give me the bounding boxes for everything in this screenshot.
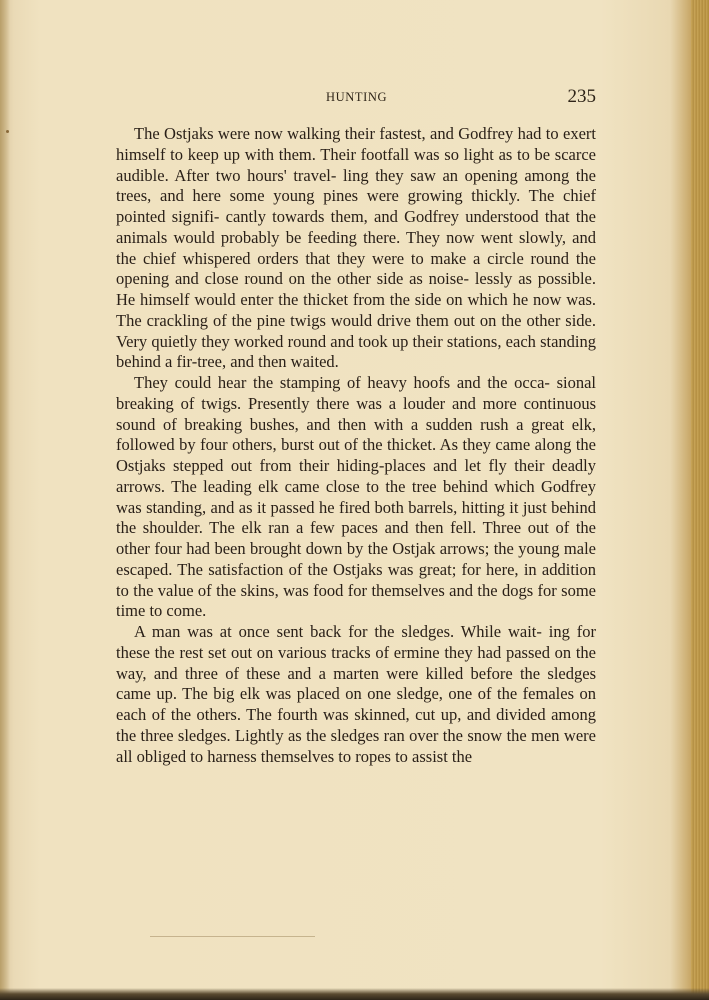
running-head: HUNTING [326,90,388,104]
bottom-rule [150,936,315,937]
page-edge-right [691,0,709,1000]
paragraph: They could hear the stamping of heavy hoofs and the occa- sional breaking of twigs. Presently there was a louder and more continuous sound of breaking bushes, and then with a sudden rush a great elk, followed by four others, burst out of the thicket. As they came along the Ostjaks stepped out from their hiding-places and let fly their deadly arrows. The leading elk came close to the tree behind which Godfrey was standing, and as it passed he fired both barrels, hitting it just behind the shoulder. The elk ran a few paces and then fell. Three out of the other four had been brought down by the Ostjak arrows; the young male escaped. The satisfaction of the Ostjaks was great; for here, in addition to the value of the skins, was food for themselves and the dogs for some time to come. [116,373,596,621]
paper-blemish [6,130,9,133]
paragraph: A man was at once sent back for the sledges. While wait- ing for these the rest set out on various tracks of ermine they had passed on the way, and three of these and a marten were killed before the sledges came up. The big elk was placed on one sledge, one of the females on each of the others. The fourth was skinned, cut up, and divided among the three sledges. Lightly as the sledges ran over the snow the men were all obliged to harness themselves to ropes to assist the [116,622,596,766]
page-gutter-shadow [0,0,10,1000]
page-header [116,86,596,110]
paragraph: The Ostjaks were now walking their fastest, and Godfrey had to exert himself to keep up with them. Their footfall was so light as to be scarce audible. After two hours' travel- ling they saw an opening among the trees, and here some young pines were growing thickly. The chief pointed signifi- cantly towards them, and Godfrey understood that the animals would probably be feeding there. They now went slowly, and the chief whispered orders that they were to make a circle round the opening and close round on the other side as noise- lessly as possible. He himself would enter the thicket from the side on which he now was. The crackling of the pine twigs would drive them out on the other side. Very quietly they worked round and took up their stations, each standing behind a fir-tree, and then waited. [116,124,596,372]
page-edge-bottom [0,988,709,1000]
page-number: 235 [567,86,596,107]
body-text [116,124,596,767]
